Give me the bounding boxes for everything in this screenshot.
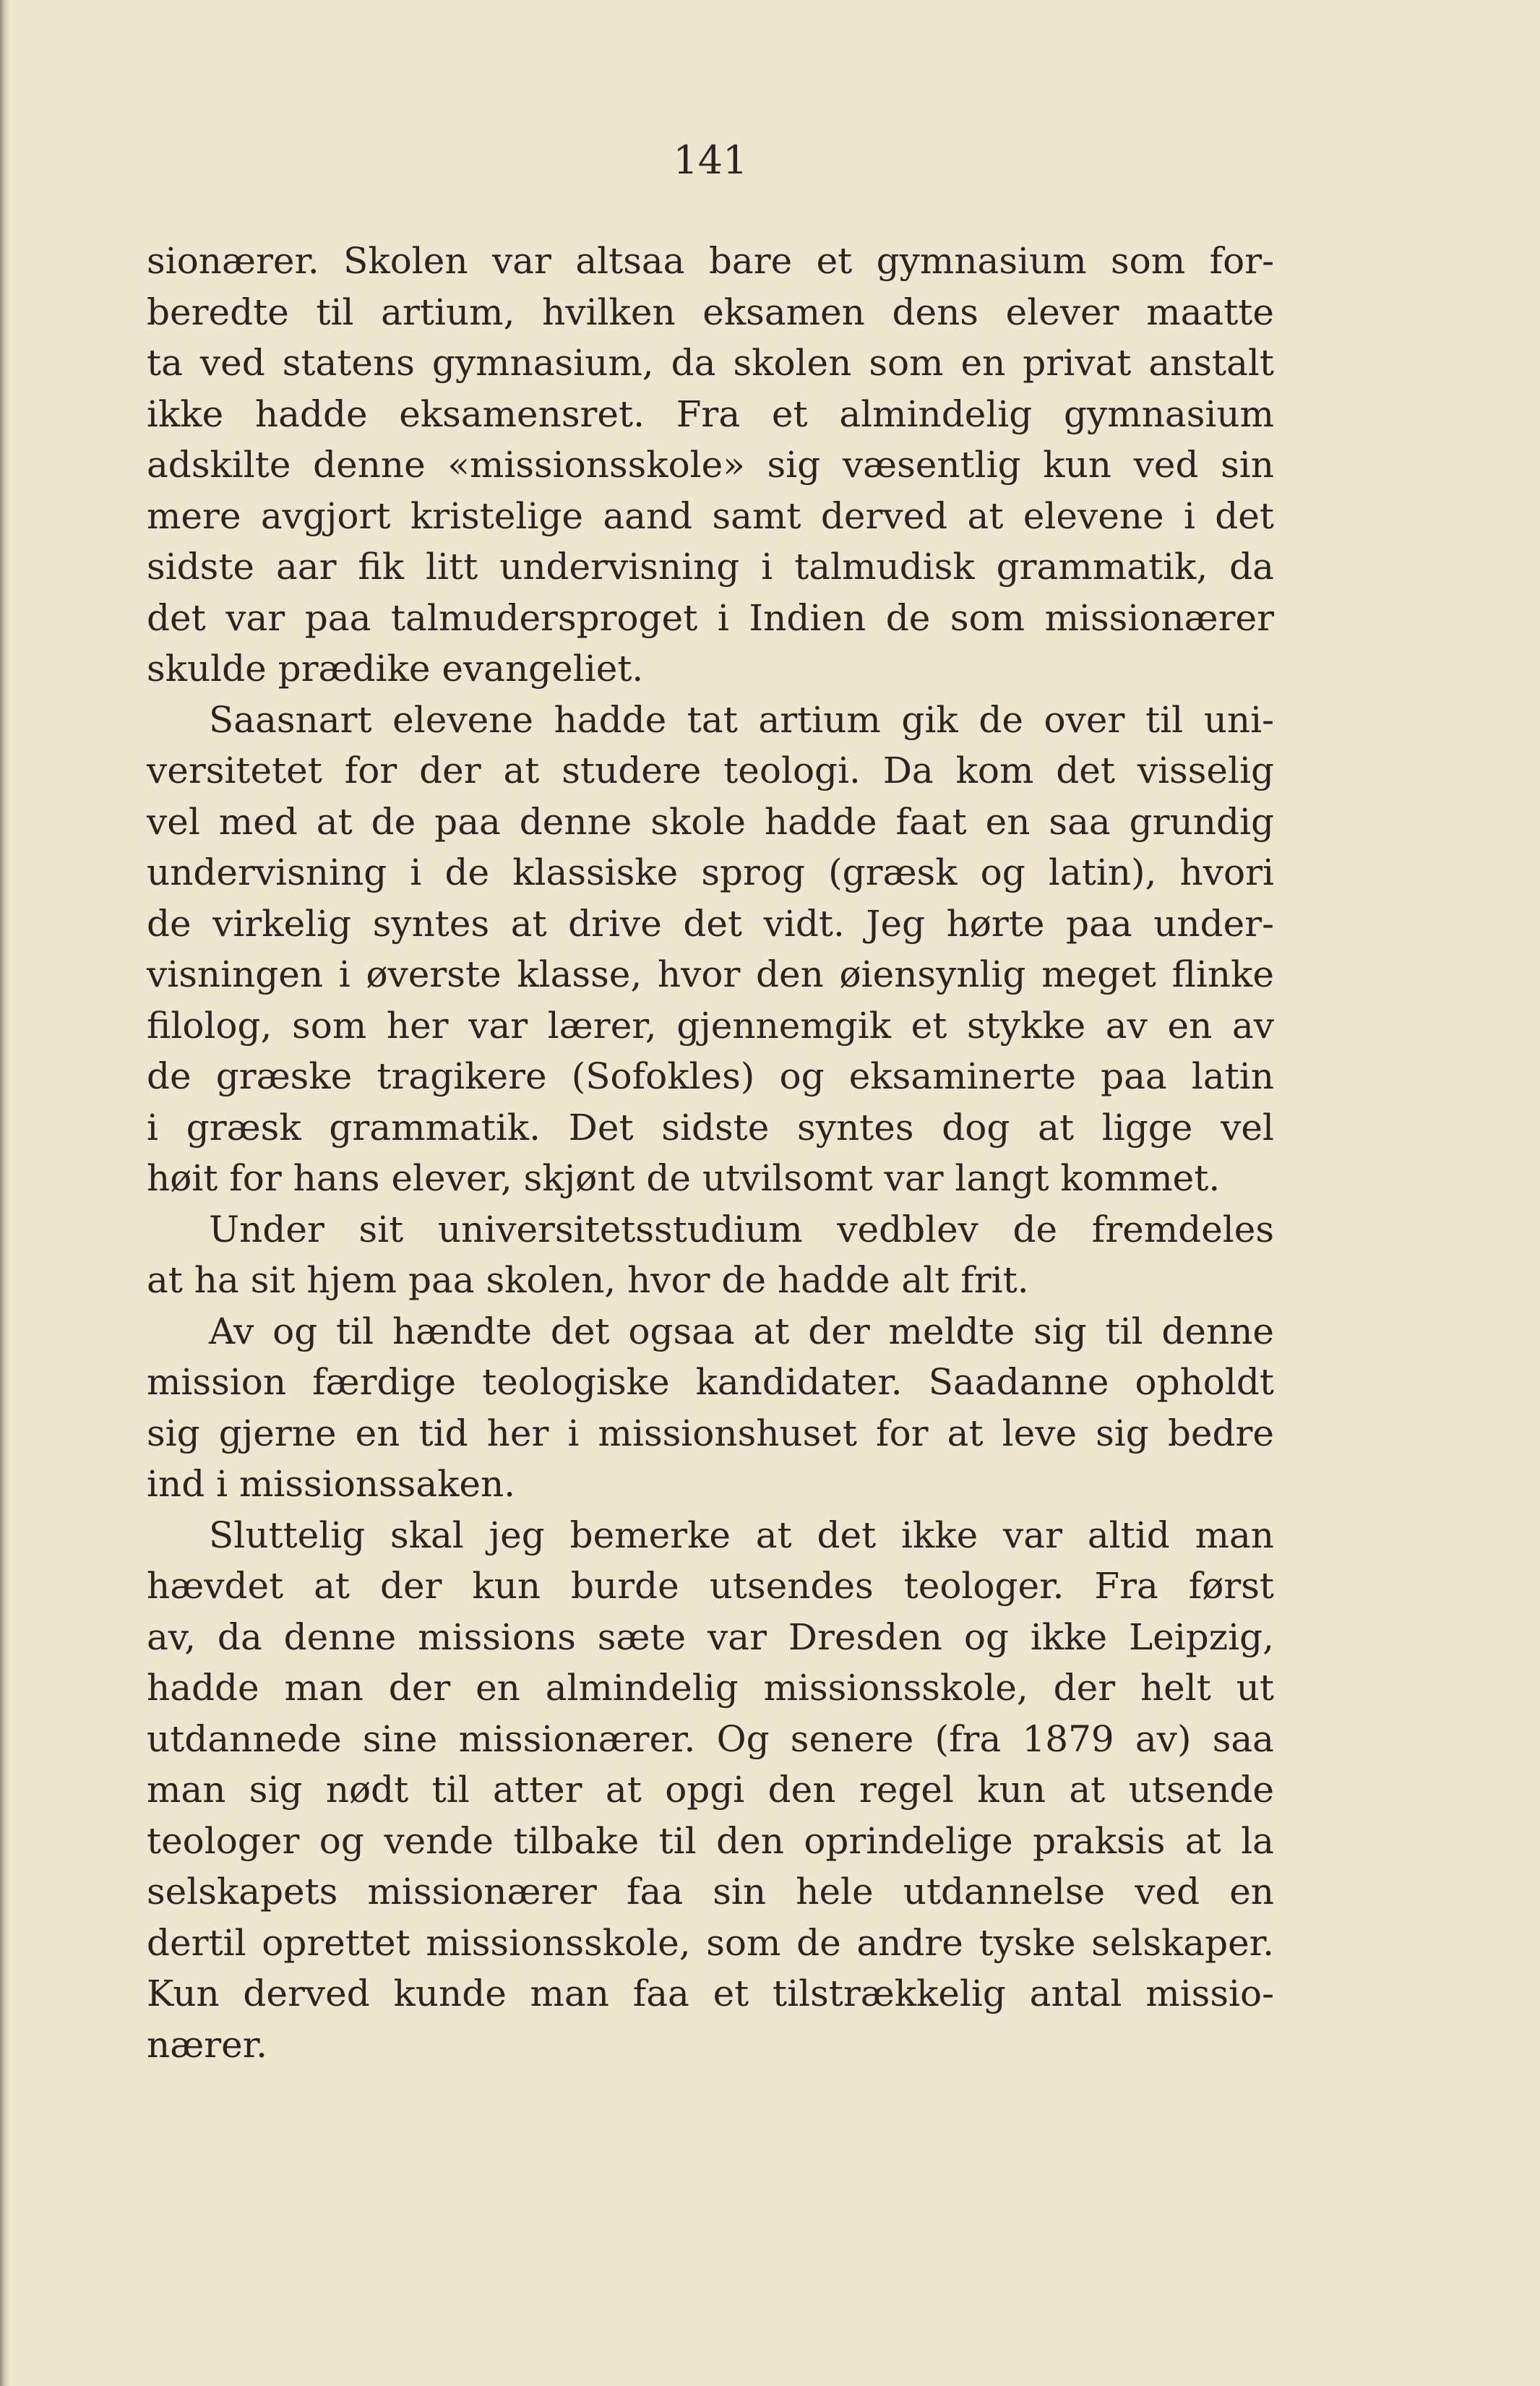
text-line: versitetet for der at studere teologi. Da kom det visselig [147, 750, 1274, 791]
text-line: Under sit universitetsstudium vedblev de fremdeles [209, 1208, 1274, 1250]
text-line: Kun derved kunde man faa et tilstrækkelig antal missio- [147, 1973, 1274, 2014]
page-number: 141 [673, 137, 748, 183]
text-line: nærer. [147, 2023, 267, 2066]
text-line: dertil oprettet missionsskole, som de andre tyske selskaper. [147, 1921, 1274, 1964]
body-text [147, 236, 1274, 2070]
text-line: selskapets missionærer faa sin hele utdannelse ved en [147, 1871, 1274, 1913]
text-line: teologer og vende tilbake til den oprindelige praksis at la [147, 1819, 1274, 1862]
text-line: høit for hans elever, skjønt de utvilsomt var langt kommet. [147, 1157, 1221, 1199]
text-line: de virkelig syntes at drive det vidt. Jeg hørte paa under- [147, 902, 1274, 945]
text-line: sidste aar fik litt undervisning i talmudisk grammatik, da [147, 546, 1274, 588]
text-line: Av og til hændte det ogsaa at der meldte sig til denne [209, 1310, 1274, 1352]
text-line: hævdet at der kun burde utsendes teologer. Fra først [147, 1565, 1274, 1607]
text-line: mission færdige teologiske kandidater. Saadanne opholdt [147, 1361, 1274, 1403]
text-line: Saasnart elevene hadde tat artium gik de over til uni- [209, 698, 1274, 741]
text-line: Sluttelig skal jeg bemerke at det ikke var altid man [209, 1514, 1274, 1556]
text-line: ind i missionssaken. [147, 1463, 516, 1505]
text-line: det var paa talmudersproget i Indien de som missionærer [147, 596, 1274, 639]
text-line: utdannede sine missionærer. Og senere (fra 1879 av) saa [147, 1717, 1274, 1760]
text-line: sionærer. Skolen var altsaa bare et gymnasium som for- [147, 240, 1274, 282]
text-line: ikke hadde eksamensret. Fra et almindelig gymnasium [147, 392, 1274, 435]
text-line: de græske tragikere (Sofokles) og eksaminerte paa latin [147, 1055, 1274, 1097]
text-line: visningen i øverste klasse, hvor den øiensynlig meget flinke [147, 953, 1274, 995]
text-line: beredte til artium, hvilken eksamen dens elever maatte [147, 291, 1274, 333]
text-line: adskilte denne «missionsskole» sig væsentlig kun ved sin [147, 444, 1274, 486]
text-line: sig gjerne en tid her i missionshuset for at leve sig bedre [147, 1412, 1274, 1454]
text-line: mere avgjort kristelige aand samt derved at elevene i det [147, 494, 1274, 537]
page-edge-shadow [0, 0, 10, 2386]
text-line: av, da denne missions sæte var Dresden og ikke Leipzig, [147, 1615, 1274, 1658]
text-line: vel med at de paa denne skole hadde faat en saa grundig [147, 800, 1274, 843]
text-line: skulde prædike evangeliet. [147, 648, 644, 690]
text-line: filolog, som her var lærer, gjennemgik et stykke av en av [147, 1004, 1274, 1047]
text-line: at ha sit hjem paa skolen, hvor de hadde alt frit. [147, 1259, 1029, 1301]
text-line: undervisning i de klassiske sprog (græsk og latin), hvori [147, 851, 1274, 893]
text-line: hadde man der en almindelig missionsskole, der helt ut [147, 1667, 1274, 1709]
text-line: i græsk grammatik. Det sidste syntes dog at ligge vel [147, 1106, 1274, 1149]
text-line: ta ved statens gymnasium, da skolen som en privat anstalt [147, 342, 1274, 384]
text-line: man sig nødt til atter at opgi den regel kun at utsende [147, 1769, 1274, 1811]
